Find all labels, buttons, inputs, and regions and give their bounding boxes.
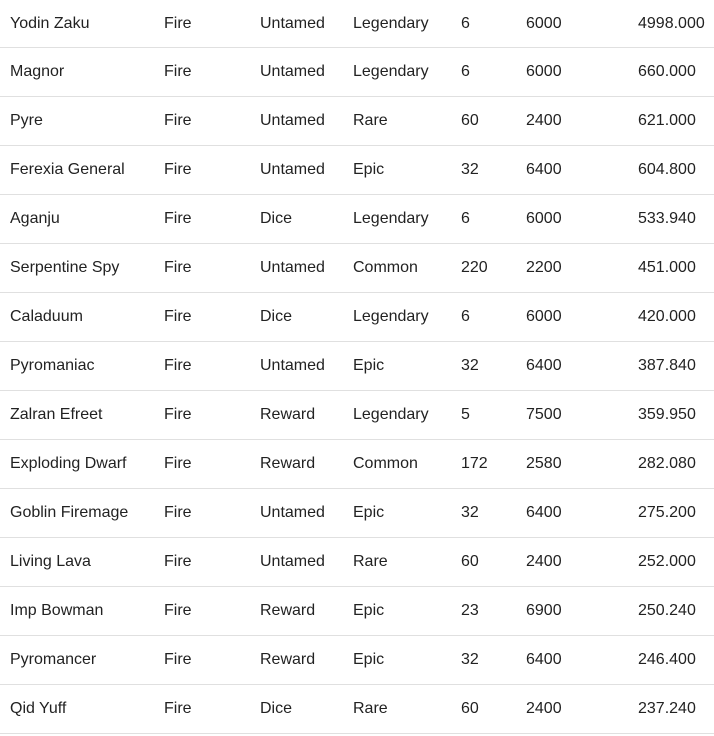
table-row — [0, 538, 714, 587]
count-cell: 60 — [461, 538, 526, 587]
power-cell: 6400 — [526, 146, 638, 195]
count-cell: 6 — [461, 195, 526, 244]
card-name-cell: Serpentine Spy — [0, 244, 164, 293]
count-cell: 60 — [461, 685, 526, 734]
rarity-cell: Epic — [353, 587, 461, 636]
card-name-cell: Pyre — [0, 97, 164, 146]
table-row — [0, 685, 714, 734]
score-cell: 275.200 — [638, 489, 714, 538]
source-cell: Untamed — [260, 489, 353, 538]
source-cell: Reward — [260, 636, 353, 685]
rarity-cell: Epic — [353, 636, 461, 685]
score-cell: 246.400 — [638, 636, 714, 685]
power-cell: 2200 — [526, 244, 638, 293]
card-name-cell: Imp Bowman — [0, 587, 164, 636]
table-row — [0, 342, 714, 391]
count-cell: 23 — [461, 587, 526, 636]
score-cell: 387.840 — [638, 342, 714, 391]
card-name-cell: Yodin Zaku — [0, 0, 164, 48]
card-name-cell: Zalran Efreet — [0, 391, 164, 440]
element-cell: Fire — [164, 685, 260, 734]
score-cell: 252.000 — [638, 538, 714, 587]
score-cell: 621.000 — [638, 97, 714, 146]
source-cell: Untamed — [260, 97, 353, 146]
table-row — [0, 146, 714, 195]
element-cell: Fire — [164, 440, 260, 489]
source-cell: Untamed — [260, 244, 353, 293]
table-row — [0, 489, 714, 538]
score-cell: 250.240 — [638, 587, 714, 636]
element-cell: Fire — [164, 146, 260, 195]
table-row — [0, 440, 714, 489]
score-cell: 660.000 — [638, 48, 714, 97]
power-cell: 6000 — [526, 293, 638, 342]
card-name-cell: Living Lava — [0, 538, 164, 587]
source-cell: Dice — [260, 195, 353, 244]
count-cell: 6 — [461, 48, 526, 97]
power-cell: 6000 — [526, 0, 638, 48]
rarity-cell: Legendary — [353, 195, 461, 244]
power-cell: 6400 — [526, 342, 638, 391]
table-row — [0, 587, 714, 636]
source-cell: Untamed — [260, 342, 353, 391]
element-cell: Fire — [164, 0, 260, 48]
rarity-cell: Rare — [353, 685, 461, 734]
element-cell: Fire — [164, 244, 260, 293]
table-row — [0, 195, 714, 244]
score-cell: 451.000 — [638, 244, 714, 293]
element-cell: Fire — [164, 489, 260, 538]
power-cell: 2400 — [526, 538, 638, 587]
source-cell: Dice — [260, 685, 353, 734]
power-cell: 7500 — [526, 391, 638, 440]
card-name-cell: Caladuum — [0, 293, 164, 342]
source-cell: Dice — [260, 293, 353, 342]
rarity-cell: Rare — [353, 538, 461, 587]
count-cell: 32 — [461, 489, 526, 538]
score-cell: 604.800 — [638, 146, 714, 195]
card-name-cell: Pyromaniac — [0, 342, 164, 391]
power-cell: 2580 — [526, 440, 638, 489]
card-name-cell: Magnor — [0, 48, 164, 97]
count-cell: 32 — [461, 636, 526, 685]
card-name-cell: Exploding Dwarf — [0, 440, 164, 489]
element-cell: Fire — [164, 391, 260, 440]
power-cell: 6400 — [526, 489, 638, 538]
rarity-cell: Common — [353, 440, 461, 489]
card-name-cell: Goblin Firemage — [0, 489, 164, 538]
score-cell: 359.950 — [638, 391, 714, 440]
table-row — [0, 293, 714, 342]
power-cell: 2400 — [526, 97, 638, 146]
score-cell: 282.080 — [638, 440, 714, 489]
table-row — [0, 244, 714, 293]
source-cell: Untamed — [260, 0, 353, 48]
count-cell: 6 — [461, 293, 526, 342]
rarity-cell: Legendary — [353, 391, 461, 440]
element-cell: Fire — [164, 538, 260, 587]
count-cell: 60 — [461, 97, 526, 146]
table-row — [0, 391, 714, 440]
count-cell: 5 — [461, 391, 526, 440]
rarity-cell: Epic — [353, 342, 461, 391]
element-cell: Fire — [164, 587, 260, 636]
element-cell: Fire — [164, 48, 260, 97]
count-cell: 32 — [461, 342, 526, 391]
table-row — [0, 97, 714, 146]
count-cell: 220 — [461, 244, 526, 293]
rarity-cell: Epic — [353, 146, 461, 195]
element-cell: Fire — [164, 97, 260, 146]
rarity-cell: Common — [353, 244, 461, 293]
score-cell: 4998.000 — [638, 0, 714, 48]
table-row — [0, 48, 714, 97]
rarity-cell: Rare — [353, 97, 461, 146]
power-cell: 6900 — [526, 587, 638, 636]
table-row — [0, 0, 714, 48]
count-cell: 172 — [461, 440, 526, 489]
element-cell: Fire — [164, 342, 260, 391]
table-row — [0, 636, 714, 685]
element-cell: Fire — [164, 293, 260, 342]
card-name-cell: Pyromancer — [0, 636, 164, 685]
source-cell: Untamed — [260, 146, 353, 195]
element-cell: Fire — [164, 636, 260, 685]
count-cell: 32 — [461, 146, 526, 195]
count-cell: 6 — [461, 0, 526, 48]
rarity-cell: Legendary — [353, 293, 461, 342]
card-name-cell: Qid Yuff — [0, 685, 164, 734]
power-cell: 6000 — [526, 48, 638, 97]
card-name-cell: Ferexia General — [0, 146, 164, 195]
power-cell: 6000 — [526, 195, 638, 244]
source-cell: Reward — [260, 587, 353, 636]
rarity-cell: Legendary — [353, 0, 461, 48]
card-name-cell: Aganju — [0, 195, 164, 244]
source-cell: Reward — [260, 391, 353, 440]
rarity-cell: Epic — [353, 489, 461, 538]
score-cell: 420.000 — [638, 293, 714, 342]
score-cell: 533.940 — [638, 195, 714, 244]
rarity-cell: Legendary — [353, 48, 461, 97]
element-cell: Fire — [164, 195, 260, 244]
source-cell: Untamed — [260, 538, 353, 587]
source-cell: Reward — [260, 440, 353, 489]
score-cell: 237.240 — [638, 685, 714, 734]
power-cell: 2400 — [526, 685, 638, 734]
power-cell: 6400 — [526, 636, 638, 685]
source-cell: Untamed — [260, 48, 353, 97]
